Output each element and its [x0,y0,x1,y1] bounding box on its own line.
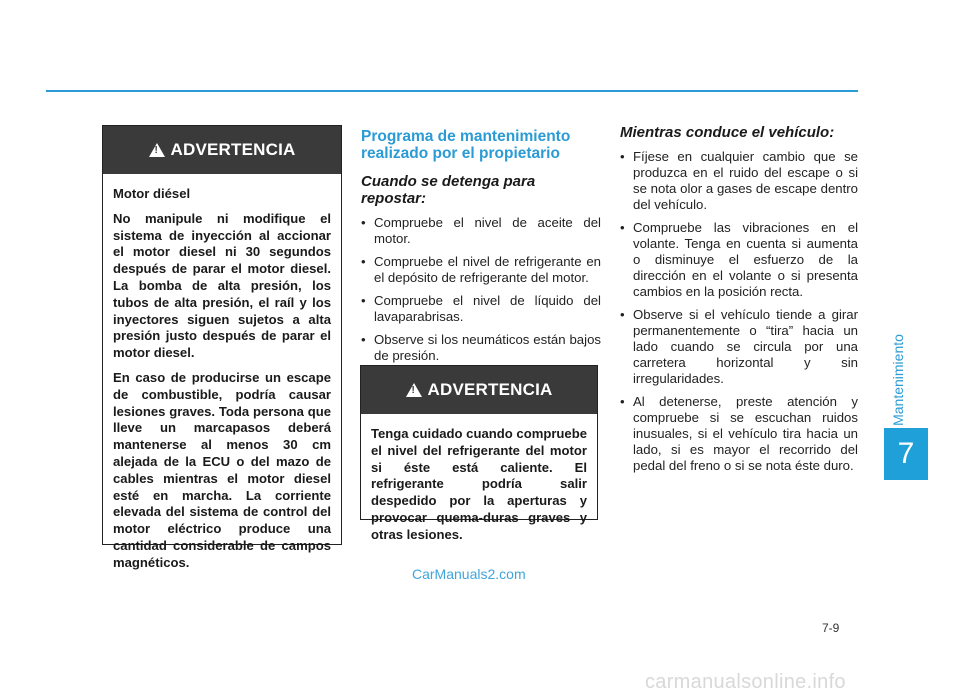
chapter-number: 7 [897,437,915,470]
warning-box-diesel [102,125,342,570]
list-item: • Compruebe el nivel de refrigerante en el depósito de refrigerante del motor. [361,254,601,286]
owner-maintenance-section [361,128,601,371]
list-item: • Compruebe las vibraciones en el volante. Tenga en cuenta si aumenta o disminuye el esfuerzo de la dirección en el volante o si presenta cambios en la posición recta. [620,220,858,300]
list-item: • Fíjese en cualquier cambio que se produzca en el ruido del escape o si se nota olor a gases de escape dentro del vehículo. [620,149,858,213]
list-item: • Observe si el vehículo tiende a girar permanentemente o “tira” hacia un lado cuando se circula por una carretera horizontal y sin irregularidades. [620,307,858,387]
warning-body [361,414,597,554]
warning-paragraph: Tenga cuidado cuando compruebe el nivel del refrigerante del motor si éste está caliente. El refrigerante podría salir despedido por la aperturas y provocar quema-duras graves y otras lesiones. [371,426,587,542]
list-item: • Observe si los neumáticos están bajos de presión. [361,332,601,364]
warning-box-coolant [360,365,598,542]
section-subheading: Cuando se detenga para repostar: [361,173,536,207]
chapter-side-tab [868,335,928,425]
section-heading: Programa de mantenimiento realizado por el propietario [361,128,571,162]
section-subheading: Mientras conduce el vehículo: [620,124,835,141]
warning-header-label: ADVERTENCIA [427,380,553,399]
warning-triangle-icon [149,143,165,157]
warning-header-label: ADVERTENCIA [170,140,296,159]
warning-header [103,126,341,174]
chapter-tab-label: Mantenimiento [890,334,907,426]
refuel-checklist [361,215,601,364]
warning-triangle-icon [406,383,422,397]
list-item: • Al detenerse, preste atención y compruebe si se escuchan ruidos inusuales, si el vehículo tira hacia un lado, si es mayor el recorrido del pedal del freno o si se nota éste duro. [620,394,858,474]
list-item: • Compruebe el nivel de líquido del lavaparabrisas. [361,293,601,325]
driving-checklist [620,149,858,474]
warning-paragraph: En caso de producirse un escape de combustible, podría causar lesiones graves. Toda persona que lleve un marcapasos deberá mantenerse al menos 30 cm alejada de la ECU o del mazo de cables mientras el motor diesel esté en marcha. La corriente elevada del sistema de control del motor eléctrico produce una cantidad considerable de campos magnéticos. [113,369,331,570]
page-number: 7-9 [822,621,840,635]
driving-checks-section [620,124,858,481]
list-item: • Compruebe el nivel de aceite del motor. [361,215,601,247]
warning-header [361,366,597,414]
watermark-link[interactable]: CarManuals2.com [412,566,526,582]
chapter-number-box [884,428,928,480]
footer-watermark: carmanualsonline.info [645,671,846,693]
top-rule [46,90,858,92]
warning-title: Motor diésel [113,186,191,201]
warning-body [103,174,341,582]
warning-paragraph: No manipule ni modifique el sistema de inyección al accionar el motor diesel ni 30 segundos después de parar el motor diesel. La bomba de alta presión, los tubos de alta presión, el raíl y los inyectores siguen sujetos a alta presión justo después de parar el motor diesel. [113,210,331,361]
